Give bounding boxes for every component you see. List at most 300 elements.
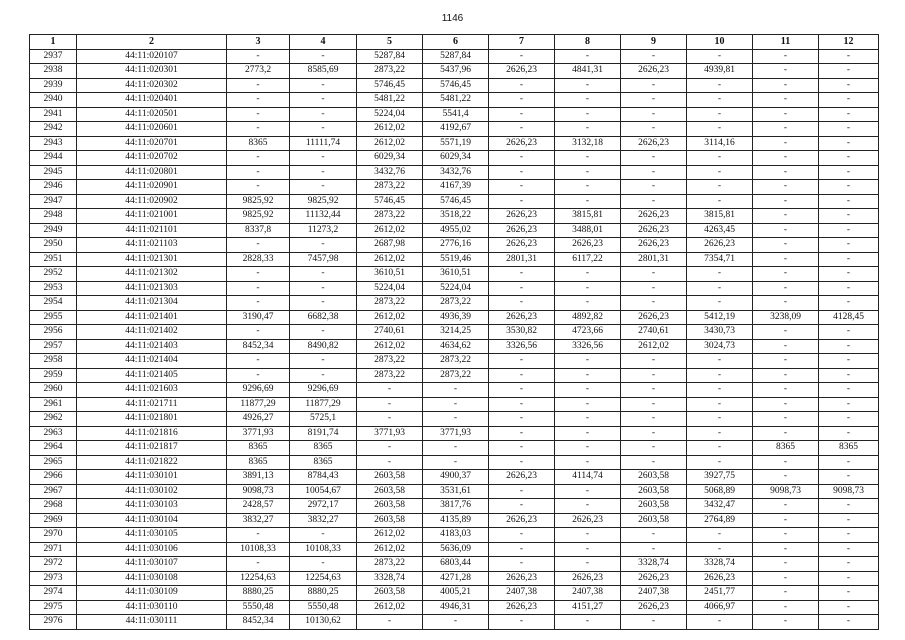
table-cell: 2965	[30, 455, 77, 470]
table-cell: -	[819, 325, 879, 340]
table-cell: 5437,96	[423, 64, 489, 79]
table-cell: -	[753, 194, 819, 209]
table-cell: 2973	[30, 571, 77, 586]
table-cell: -	[555, 397, 621, 412]
table-cell: 2603,58	[621, 484, 687, 499]
table-cell: -	[687, 165, 753, 180]
table-cell: -	[489, 78, 555, 93]
table-cell: -	[819, 513, 879, 528]
table-cell: 4263,45	[687, 223, 753, 238]
table-cell: 44:11:020702	[77, 151, 227, 166]
table-cell: -	[753, 455, 819, 470]
table-row	[30, 354, 879, 369]
table-cell: 44:11:020302	[77, 78, 227, 93]
table-row	[30, 267, 879, 282]
table-cell: -	[290, 180, 357, 195]
table-cell: 2612,02	[357, 223, 423, 238]
table-cell: 44:11:021303	[77, 281, 227, 296]
table-cell: -	[489, 455, 555, 470]
table-cell: -	[753, 586, 819, 601]
table-cell: 8365	[227, 455, 290, 470]
table-cell: -	[290, 267, 357, 282]
table-cell: 4892,82	[555, 310, 621, 325]
table-cell: 2626,23	[621, 600, 687, 615]
table-cell: 3815,81	[687, 209, 753, 224]
table-cell: 2626,23	[555, 571, 621, 586]
table-cell: 8365	[227, 136, 290, 151]
table-cell: -	[819, 571, 879, 586]
table-cell: -	[621, 281, 687, 296]
table-cell: -	[753, 397, 819, 412]
table-cell: 7457,98	[290, 252, 357, 267]
table-cell: -	[753, 209, 819, 224]
table-cell: 4841,31	[555, 64, 621, 79]
table-cell: -	[290, 281, 357, 296]
table-cell: -	[489, 484, 555, 499]
table-cell: 44:11:030108	[77, 571, 227, 586]
table-cell: 2959	[30, 368, 77, 383]
table-cell: -	[621, 49, 687, 64]
table-cell: 2960	[30, 383, 77, 398]
table-cell: 2626,23	[621, 223, 687, 238]
table-cell: 3817,76	[423, 499, 489, 514]
table-cell: -	[227, 267, 290, 282]
table-cell: -	[621, 542, 687, 557]
table-cell: 8365	[819, 441, 879, 456]
table-cell: -	[687, 397, 753, 412]
table-cell: 9098,73	[819, 484, 879, 499]
column-header-6: 6	[423, 35, 489, 50]
table-cell: 2970	[30, 528, 77, 543]
table-cell: -	[227, 49, 290, 64]
table-cell: -	[555, 557, 621, 572]
table-cell: 2740,61	[357, 325, 423, 340]
table-cell: 8784,43	[290, 470, 357, 485]
table-cell: 10108,33	[227, 542, 290, 557]
table-cell: 2944	[30, 151, 77, 166]
table-cell: 3432,76	[423, 165, 489, 180]
table-cell: -	[489, 441, 555, 456]
table-cell: -	[555, 412, 621, 427]
table-cell: 2952	[30, 267, 77, 282]
table-cell: 44:11:030106	[77, 542, 227, 557]
table-cell: 5746,45	[423, 78, 489, 93]
table-row	[30, 93, 879, 108]
table-header-row	[30, 35, 879, 50]
table-cell: -	[227, 151, 290, 166]
table-cell: 44:11:021401	[77, 310, 227, 325]
table-cell: -	[819, 339, 879, 354]
table-cell: -	[489, 296, 555, 311]
table-cell: -	[489, 180, 555, 195]
table-cell: 44:11:030102	[77, 484, 227, 499]
table-cell: -	[819, 354, 879, 369]
table-cell: -	[819, 586, 879, 601]
table-cell: -	[290, 296, 357, 311]
column-header-4: 4	[290, 35, 357, 50]
table-cell: -	[290, 354, 357, 369]
table-cell: -	[621, 151, 687, 166]
table-cell: 2603,58	[357, 470, 423, 485]
table-cell: -	[819, 64, 879, 79]
table-cell: 44:11:021817	[77, 441, 227, 456]
table-cell: 2947	[30, 194, 77, 209]
table-cell: 2976	[30, 615, 77, 630]
table-cell: 2972,17	[290, 499, 357, 514]
table-cell: 2740,61	[621, 325, 687, 340]
table-row	[30, 281, 879, 296]
table-cell: -	[621, 368, 687, 383]
table-cell: -	[423, 397, 489, 412]
table-cell: 5224,04	[357, 107, 423, 122]
table-cell: -	[290, 122, 357, 137]
table-row	[30, 78, 879, 93]
table-cell: 44:11:030104	[77, 513, 227, 528]
column-header-1: 1	[30, 35, 77, 50]
table-cell: 4939,81	[687, 64, 753, 79]
table-cell: 44:11:021302	[77, 267, 227, 282]
table-cell: 3114,16	[687, 136, 753, 151]
column-header-12: 12	[819, 35, 879, 50]
table-cell: -	[489, 528, 555, 543]
table-cell: 3328,74	[621, 557, 687, 572]
table-cell: -	[819, 383, 879, 398]
table-cell: 2873,22	[423, 368, 489, 383]
table-row	[30, 557, 879, 572]
table-cell: 11273,2	[290, 223, 357, 238]
table-cell: -	[753, 354, 819, 369]
table-cell: -	[819, 267, 879, 282]
table-cell: 2626,23	[621, 136, 687, 151]
table-cell: 5519,46	[423, 252, 489, 267]
table-cell: -	[819, 600, 879, 615]
table-cell: -	[687, 107, 753, 122]
table-row	[30, 107, 879, 122]
table-cell: -	[227, 557, 290, 572]
table-cell: -	[687, 78, 753, 93]
table-cell: -	[753, 615, 819, 630]
table-cell: 3771,93	[423, 426, 489, 441]
table-cell: 2953	[30, 281, 77, 296]
table-cell: 12254,63	[227, 571, 290, 586]
table-cell: 9825,92	[227, 209, 290, 224]
table-cell: -	[621, 528, 687, 543]
table-row	[30, 571, 879, 586]
table-cell: -	[819, 78, 879, 93]
table-cell: 2612,02	[357, 600, 423, 615]
table-cell: -	[687, 122, 753, 137]
table-row	[30, 513, 879, 528]
table-cell: -	[819, 49, 879, 64]
table-cell: 2428,57	[227, 499, 290, 514]
table-cell: 2626,23	[687, 238, 753, 253]
table-cell: -	[227, 107, 290, 122]
table-cell: 2940	[30, 93, 77, 108]
table-cell: 11132,44	[290, 209, 357, 224]
table-cell: -	[819, 368, 879, 383]
table-cell: 11877,29	[227, 397, 290, 412]
table-cell: 44:11:030111	[77, 615, 227, 630]
table-cell: 2612,02	[357, 136, 423, 151]
table-cell: -	[555, 368, 621, 383]
table-row	[30, 586, 879, 601]
table-cell: 2626,23	[489, 64, 555, 79]
table-cell: -	[819, 281, 879, 296]
table-cell: 3238,09	[753, 310, 819, 325]
table-cell: -	[555, 194, 621, 209]
table-cell: 44:11:021822	[77, 455, 227, 470]
table-cell: 44:11:020902	[77, 194, 227, 209]
table-cell: 3326,56	[489, 339, 555, 354]
table-cell: 4723,66	[555, 325, 621, 340]
table-cell: 2626,23	[621, 238, 687, 253]
table-cell: 2626,23	[489, 513, 555, 528]
table-cell: -	[489, 615, 555, 630]
table-cell: 44:11:021801	[77, 412, 227, 427]
table-cell: -	[555, 499, 621, 514]
table-cell: 11877,29	[290, 397, 357, 412]
table-cell: -	[819, 615, 879, 630]
table-cell: -	[753, 557, 819, 572]
table-cell: 44:11:030110	[77, 600, 227, 615]
table-cell: 5550,48	[290, 600, 357, 615]
table-cell: -	[819, 296, 879, 311]
table-cell: 2603,58	[621, 513, 687, 528]
table-cell: 5746,45	[357, 78, 423, 93]
table-row	[30, 136, 879, 151]
table-cell: 5224,04	[357, 281, 423, 296]
table-cell: 3432,76	[357, 165, 423, 180]
table-cell: -	[753, 64, 819, 79]
table-cell: 2963	[30, 426, 77, 441]
table-row	[30, 64, 879, 79]
table-cell: 8452,34	[227, 339, 290, 354]
table-cell: -	[357, 397, 423, 412]
table-cell: -	[753, 180, 819, 195]
table-cell: 4151,27	[555, 600, 621, 615]
table-cell: 2407,38	[489, 586, 555, 601]
table-row	[30, 499, 879, 514]
table-cell: 44:11:021711	[77, 397, 227, 412]
table-cell: 44:11:021405	[77, 368, 227, 383]
table-cell: 3132,18	[555, 136, 621, 151]
table-cell: 2873,22	[357, 296, 423, 311]
table-cell: -	[489, 93, 555, 108]
table-cell: 5481,22	[423, 93, 489, 108]
table-cell: 8585,69	[290, 64, 357, 79]
table-cell: 2687,98	[357, 238, 423, 253]
table-cell: 2873,22	[357, 368, 423, 383]
table-cell: 44:11:021301	[77, 252, 227, 267]
table-row	[30, 339, 879, 354]
table-cell: 44:11:020601	[77, 122, 227, 137]
table-cell: -	[819, 397, 879, 412]
table-cell: 2951	[30, 252, 77, 267]
table-cell: 44:11:021103	[77, 238, 227, 253]
table-cell: -	[621, 383, 687, 398]
table-cell: 2773,2	[227, 64, 290, 79]
table-cell: -	[819, 180, 879, 195]
table-cell: 2626,23	[489, 310, 555, 325]
table-cell: 2626,23	[621, 209, 687, 224]
table-cell: -	[555, 354, 621, 369]
table-cell: -	[687, 354, 753, 369]
table-cell: 4900,37	[423, 470, 489, 485]
table-cell: 3531,61	[423, 484, 489, 499]
table-cell: 3927,75	[687, 470, 753, 485]
table-cell: 2801,31	[621, 252, 687, 267]
table-cell: -	[227, 528, 290, 543]
table-cell: 2626,23	[489, 223, 555, 238]
table-cell: 44:11:030109	[77, 586, 227, 601]
table-cell: -	[753, 165, 819, 180]
table-cell: 3891,13	[227, 470, 290, 485]
table-cell: 5541,4	[423, 107, 489, 122]
table-cell: -	[555, 78, 621, 93]
table-cell: 4066,97	[687, 600, 753, 615]
table-cell: -	[555, 528, 621, 543]
table-cell: 2966	[30, 470, 77, 485]
table-cell: 44:11:030105	[77, 528, 227, 543]
table-row	[30, 49, 879, 64]
table-cell: -	[555, 122, 621, 137]
table-cell: -	[753, 223, 819, 238]
table-cell: 2612,02	[357, 542, 423, 557]
table-cell: -	[555, 383, 621, 398]
table-cell: 2603,58	[357, 513, 423, 528]
table-cell: 2942	[30, 122, 77, 137]
table-cell: 2626,23	[489, 136, 555, 151]
page-number: 1146	[441, 13, 464, 24]
table-cell: -	[753, 499, 819, 514]
table-cell: 2603,58	[357, 586, 423, 601]
table-cell: 2964	[30, 441, 77, 456]
table-cell: 2961	[30, 397, 77, 412]
table-cell: -	[753, 107, 819, 122]
table-cell: 2967	[30, 484, 77, 499]
table-cell: 2764,89	[687, 513, 753, 528]
table-cell: 2603,58	[357, 484, 423, 499]
table-cell: 3610,51	[357, 267, 423, 282]
table-cell: -	[489, 281, 555, 296]
table-cell: 10054,67	[290, 484, 357, 499]
table-cell: 5636,09	[423, 542, 489, 557]
table-cell: -	[753, 470, 819, 485]
table-cell: 5725,1	[290, 412, 357, 427]
table-cell: 2957	[30, 339, 77, 354]
table-cell: 9098,73	[753, 484, 819, 499]
table-cell: -	[753, 426, 819, 441]
table-cell: 2873,22	[423, 354, 489, 369]
table-cell: -	[555, 281, 621, 296]
table-cell: 2969	[30, 513, 77, 528]
table-cell: 2938	[30, 64, 77, 79]
table-cell: 2407,38	[621, 586, 687, 601]
table-row	[30, 426, 879, 441]
table-cell: -	[753, 513, 819, 528]
table-cell: 2776,16	[423, 238, 489, 253]
table-cell: 2873,22	[423, 296, 489, 311]
table-cell: 4271,28	[423, 571, 489, 586]
table-cell: 4005,21	[423, 586, 489, 601]
table-cell: 2626,23	[489, 470, 555, 485]
table-cell: -	[621, 165, 687, 180]
table-cell: 4634,62	[423, 339, 489, 354]
table-row	[30, 542, 879, 557]
table-cell: -	[489, 542, 555, 557]
table-cell: -	[489, 354, 555, 369]
table-cell: -	[489, 499, 555, 514]
table-cell: 44:11:020401	[77, 93, 227, 108]
table-cell: -	[621, 267, 687, 282]
table-cell: -	[621, 78, 687, 93]
table-cell: 5068,89	[687, 484, 753, 499]
column-header-7: 7	[489, 35, 555, 50]
table-cell: 44:11:020901	[77, 180, 227, 195]
table-row	[30, 151, 879, 166]
table-cell: 4926,27	[227, 412, 290, 427]
table-cell: 3190,47	[227, 310, 290, 325]
table-cell: -	[227, 78, 290, 93]
table-row	[30, 600, 879, 615]
table-cell: -	[555, 165, 621, 180]
table-cell: -	[819, 412, 879, 427]
table-cell: -	[227, 296, 290, 311]
table-cell: 4946,31	[423, 600, 489, 615]
table-cell: 2612,02	[357, 122, 423, 137]
table-cell: -	[819, 165, 879, 180]
table-row	[30, 455, 879, 470]
table-cell: 5481,22	[357, 93, 423, 108]
table-cell: 9098,73	[227, 484, 290, 499]
table-cell: 4128,45	[819, 310, 879, 325]
table-cell: 12254,63	[290, 571, 357, 586]
table-cell: -	[687, 93, 753, 108]
table-cell: 3326,56	[555, 339, 621, 354]
table-cell: -	[555, 455, 621, 470]
table-cell: 2612,02	[357, 339, 423, 354]
table-cell: 8191,74	[290, 426, 357, 441]
column-header-11: 11	[753, 35, 819, 50]
table-cell: 2950	[30, 238, 77, 253]
table-cell: -	[290, 78, 357, 93]
column-header-5: 5	[357, 35, 423, 50]
table-cell: -	[687, 267, 753, 282]
table-cell: -	[753, 542, 819, 557]
table-cell: -	[819, 252, 879, 267]
table-cell: -	[227, 354, 290, 369]
table-cell: 8337,8	[227, 223, 290, 238]
table-row	[30, 397, 879, 412]
table-cell: -	[687, 296, 753, 311]
table-cell: -	[753, 122, 819, 137]
column-header-8: 8	[555, 35, 621, 50]
table-cell: -	[489, 267, 555, 282]
table-cell: 44:11:030103	[77, 499, 227, 514]
table-cell: 6682,38	[290, 310, 357, 325]
table-cell: 44:11:021304	[77, 296, 227, 311]
table-cell: -	[687, 49, 753, 64]
table-cell: -	[489, 107, 555, 122]
table-cell: 8490,82	[290, 339, 357, 354]
table-cell: -	[423, 455, 489, 470]
table-cell: 4135,89	[423, 513, 489, 528]
table-cell: -	[753, 267, 819, 282]
table-cell: 3432,47	[687, 499, 753, 514]
table-row	[30, 209, 879, 224]
table-cell: -	[753, 238, 819, 253]
table-cell: -	[621, 412, 687, 427]
